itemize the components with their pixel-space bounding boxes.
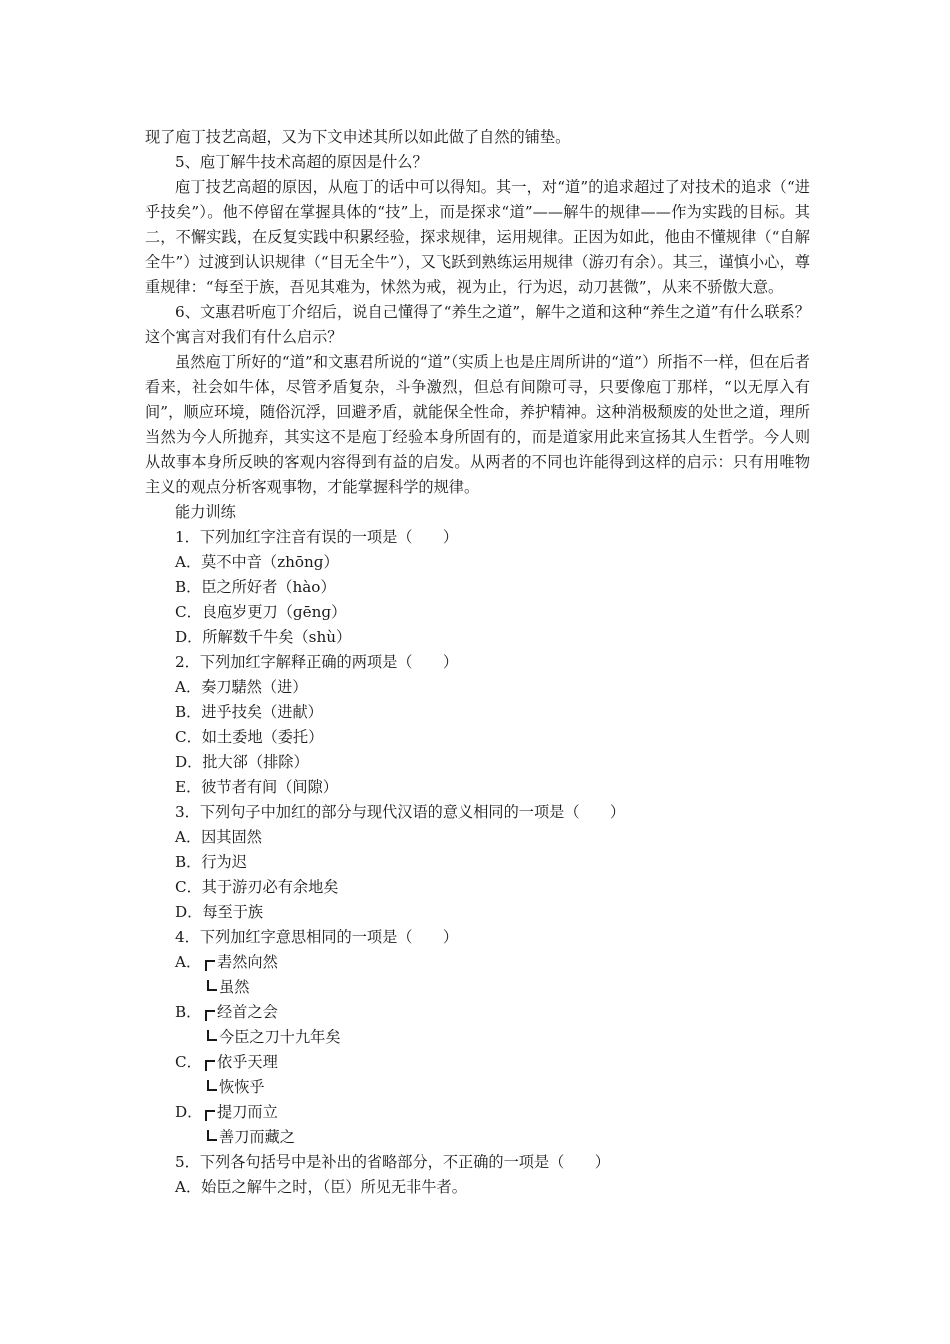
- exercise-2-option: C．如土委地（委托）: [175, 728, 324, 746]
- exercise-3-stem: 3．下列句子中加红的部分与现代汉语的意义相同的一项是（ ）: [175, 803, 626, 821]
- exercise-2-stem: 2．下列加红字解释正确的两项是（ ）: [175, 653, 459, 671]
- question-5-answer: 庖丁技艺高超的原因，从庖丁的话中可以得知。其一，对“道”的追求超过了对技术的追求（“进乎技矣”）。他不停留在掌握具体的“技”上，而是探求“道”——解牛的规律——作为实践的目标。其二，不懈实践，在反复实践中积累经验，探求规律，运用规律。正因为如此，他由不懂规律（“自解全牛”）过渡到认识规律（“目无全牛”），又飞跃到熟练运用规律（游刃有余）。其三，谨慎小心，尊重规律：“每至于族，吾见其难为，怵然为戒，视为止，行为迟，动刀甚微”，从来不骄傲大意。: [145, 178, 810, 296]
- exercise-2-option: B．进乎技矣（进献）: [175, 703, 323, 721]
- bracket-top-icon: [205, 960, 215, 971]
- exercise-2-option: E．彼节者有间（间隙）: [175, 778, 338, 796]
- bracket-bottom-icon: [207, 1080, 217, 1091]
- exercise-4-option-bottom: [145, 1125, 810, 1150]
- option-text: 虽然: [219, 978, 250, 996]
- exercise-2-option: A．奏刀騞然（进）: [175, 678, 308, 696]
- exercise-4-option-top: [145, 1000, 810, 1025]
- bracket-bottom-icon: [207, 980, 217, 991]
- bracket-top-icon: [205, 1010, 215, 1021]
- option-text: 经首之会: [217, 1003, 278, 1021]
- bracket-top-icon: [205, 1060, 215, 1071]
- option-text: 提刀而立: [217, 1103, 278, 1121]
- exercise-2-option: D．批大郤（排除）: [175, 753, 309, 771]
- exercise-1-option: A．莫不中音（zhōnɡ）: [175, 553, 339, 571]
- bracket-bottom-icon: [207, 1030, 217, 1041]
- exercise-4-option-top: [145, 950, 810, 975]
- option-letter: C．: [175, 1053, 202, 1071]
- option-letter: B．: [175, 1003, 202, 1021]
- document-page: [145, 125, 810, 1200]
- exercise-1-option: D．所解数千牛矣（shù）: [175, 628, 352, 646]
- exercise-3-option: A．因其固然: [175, 828, 262, 846]
- exercise-4-option-bottom: [145, 975, 810, 1000]
- exercise-3-option: D．每至于族: [175, 903, 264, 921]
- exercise-5-option: A．始臣之解牛之时，（臣）所见无非牛者。: [175, 1178, 467, 1196]
- bracket-top-icon: [205, 1110, 215, 1121]
- exercise-4-option-bottom: [145, 1025, 810, 1050]
- question-6-answer: 虽然庖丁所好的“道”和文惠君所说的“道”（实质上也是庄周所讲的“道”）所指不一样，但在后者看来，社会如牛体，尽管矛盾复杂，斗争激烈，但总有间隙可寻，只要像庖丁那样，“以无厚入有间”，顺应环境，随俗沉浮，回避矛盾，就能保全性命，养护精神。这种消极颓废的处世之道，理所当然为今人所抛弃，其实这不是庖丁经验本身所固有的，而是道家用此来宣扬其人生哲学。今人则从故事本身所反映的客观内容得到有益的启发。从两者的不同也许能得到这样的启示：只有用唯物主义的观点分析客观事物，才能掌握科学的规律。: [145, 353, 810, 496]
- option-text: 恢恢乎: [219, 1078, 265, 1096]
- exercise-4-option-top: [145, 1050, 810, 1075]
- bracket-bottom-icon: [207, 1130, 217, 1141]
- exercise-3-option: C．其于游刃必有余地矣: [175, 878, 339, 896]
- exercise-4-option-top: [145, 1100, 810, 1125]
- question-5-title: 5、庖丁解牛技术高超的原因是什么？: [175, 153, 428, 171]
- exercise-1-stem: 1．下列加红字注音有误的一项是（ ）: [175, 528, 459, 546]
- question-6-title: 6、文惠君听庖丁介绍后，说自己懂得了“养生之道”，解牛之道和这种“养生之道”有什么联系？这个寓言对我们有什么启示？: [145, 303, 810, 346]
- option-letter: A．: [175, 953, 202, 971]
- section-title: 能力训练: [175, 503, 236, 521]
- option-text: 善刀而藏之: [219, 1128, 295, 1146]
- option-text: 砉然向然: [217, 953, 278, 971]
- option-text: 依乎天理: [217, 1053, 278, 1071]
- exercise-1-option: C．良庖岁更刀（ɡēnɡ）: [175, 603, 347, 621]
- exercise-4-option-bottom: [145, 1075, 810, 1100]
- option-text: 今臣之刀十九年矣: [219, 1028, 341, 1046]
- exercise-5-stem: 5．下列各句括号中是补出的省略部分，不正确的一项是（ ）: [175, 1153, 610, 1171]
- exercise-3-option: B．行为迟: [175, 853, 247, 871]
- exercise-4-stem: 4．下列加红字意思相同的一项是（ ）: [175, 928, 459, 946]
- paragraph-continued: 现了庖丁技艺高超，又为下文申述其所以如此做了自然的铺垫。: [145, 128, 571, 146]
- exercise-1-option: B．臣之所好者（hào）: [175, 578, 336, 596]
- option-letter: D．: [175, 1103, 203, 1121]
